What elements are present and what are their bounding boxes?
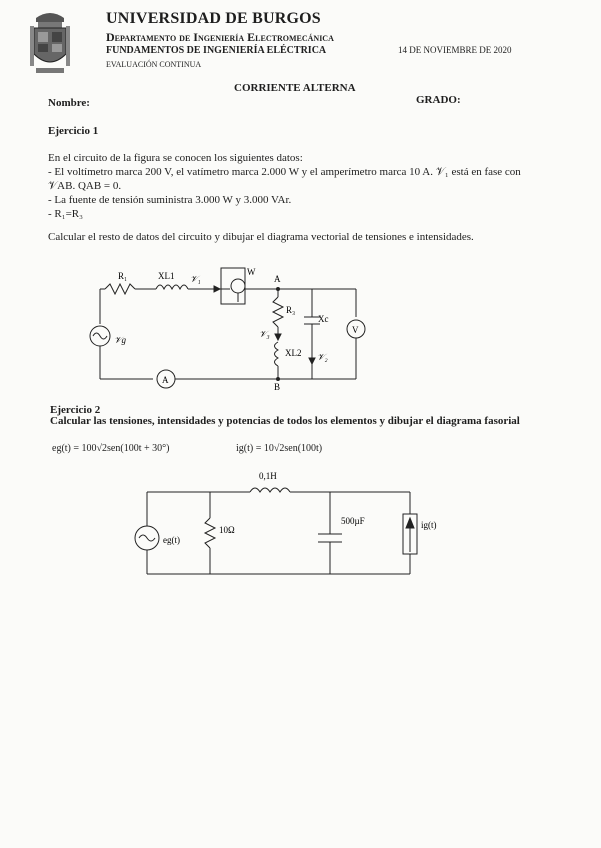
xl2-inductor-icon [275,342,279,366]
inductor-icon [250,488,290,492]
sqrt-symbol: √2 [273,443,285,454]
grado-label: GRADO: [416,94,461,106]
capacitor-label: 500µF [341,516,365,526]
equation-eg [52,443,169,454]
department-name: Departamento de Ingeniería Electromecánica [106,30,334,44]
isource-label: ig(t) [421,520,437,530]
exercise-1-title: Ejercicio 1 [48,125,99,137]
eg-rhs: sen(100t + 30°) [107,443,170,454]
statement-line: - R₁=R₃ [48,208,83,220]
xl1-inductor-icon [156,285,188,289]
resistor-label: 10Ω [219,525,235,535]
exam-date: 14 DE NOVIEMBRE DE 2020 [398,45,512,55]
xl1-label: XL1 [158,271,175,281]
r3-label: R₃ [286,305,296,315]
ig-lhs: ig(t) = 10 [236,443,274,454]
course-name: FUNDAMENTOS DE INGENIERÍA ELÉCTRICA [106,45,327,56]
vsource-label: eg(t) [163,535,180,545]
circuit-2-diagram [125,470,437,580]
r1-resistor-icon [105,284,135,294]
nombre-label: Nombre: [48,97,90,109]
wattmeter-label: W [247,267,256,277]
topic-title: CORRIENTE ALTERNA [234,82,356,94]
exercise-2-task: Calcular las tensiones, intensidades y potencias de todos los elementos y dibujar el diagrama fasorial [50,415,520,427]
statement-line: - La fuente de tensión suministra 3.000 W y 3.000 VAr. [48,194,292,206]
r1-label: R₁ [118,271,128,281]
node-b-label: B [274,382,281,392]
inductor-label: 0,1H [259,471,277,481]
exercise-1-task: Calcular el resto de datos del circuito y dibujar el diagrama vectorial de tensiones e intensidades. [48,231,474,243]
evaluation-type: EVALUACIÓN CONTINUA [106,60,202,69]
equation-ig [236,443,322,454]
ammeter-label: A [162,375,169,385]
sqrt-symbol: √2 [96,443,108,454]
university-crest-icon [28,8,72,76]
eg-lhs: eg(t) = 100 [52,443,97,454]
university-name: UNIVERSIDAD DE BURGOS [106,10,321,27]
xl2-label: XL2 [285,348,302,358]
wattmeter-icon [231,279,245,293]
statement-line: 𝒱AB. QAB = 0. [48,180,122,192]
statement-line: - El voltímetro marca 200 V, el vatímetro marca 2.000 W y el amperímetro marca 10 A. 𝒱₁ está en fase con [48,166,521,178]
i3-label: 𝒱₃ [259,329,270,339]
exercise-1-statement [48,151,568,221]
resistor-icon [205,518,215,548]
source-label: 𝒱g [114,335,126,345]
statement-line: En el circuito de la figura se conocen los siguientes datos: [48,152,303,164]
i2-label: 𝒱₂ [317,352,328,362]
ig-rhs: sen(100t) [284,443,323,454]
i1-label: 𝒱₁ [190,274,201,284]
node-a-label: A [274,274,281,284]
voltmeter-label: V [352,325,359,335]
wattmeter-box [221,268,245,304]
r3-resistor-icon [273,297,283,327]
exercise-2-title: Ejercicio 2 [50,404,101,416]
xc-label: Xc [318,314,329,324]
circuit-1-diagram [90,262,390,397]
